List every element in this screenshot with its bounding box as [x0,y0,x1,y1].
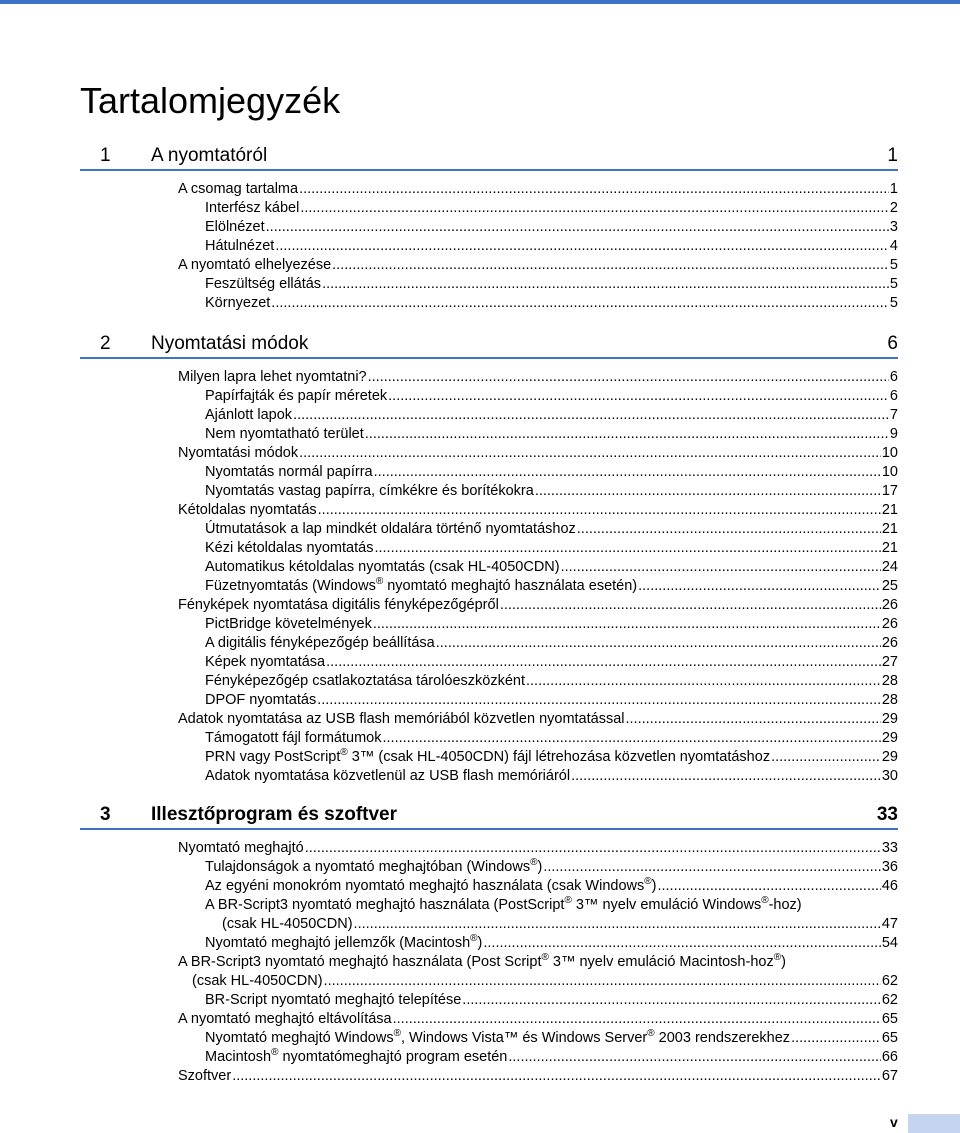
toc-entry[interactable]: DPOF nyomtatás ..... 28 [205,691,898,710]
toc-entry[interactable]: Nyomtatási módok ..... 10 [178,444,898,463]
toc-entry-line1[interactable]: A BR-Script3 nyomtató meghajtó használata (PostScript® 3™ nyelv emuláció Windows®-hoz) [205,895,802,913]
chapter-title: Nyomtatási módok [151,333,309,354]
toc-entry[interactable]: Fényképezőgép csatlakoztatása tárolóeszközként ..... 28 [205,672,898,691]
footer-tab [908,1114,960,1133]
chapter-2-heading[interactable] [80,331,898,359]
toc-entry[interactable]: PRN vagy PostScript® 3™ (csak HL-4050CDN) fájl létrehozása közvetlen nyomtatáshoz ..... 29 [205,748,898,767]
toc-entry[interactable]: Macintosh® nyomtatómeghajtó program esetén ..... 66 [205,1048,898,1067]
toc-entry[interactable]: Hátulnézet ..... 4 [205,237,898,256]
toc-entry[interactable]: Útmutatások a lap mindkét oldalára történő nyomtatáshoz ..... 21 [205,520,898,539]
toc-entry[interactable]: Tulajdonságok a nyomtató meghajtóban (Windows®) ..... 36 [205,858,898,877]
toc-entry[interactable]: A digitális fényképezőgép beállítása ..... 26 [205,634,898,653]
toc-entry[interactable]: Füzetnyomtatás (Windows® nyomtató meghajtó használata esetén) ..... 25 [205,577,898,596]
toc-entry[interactable]: PictBridge követelmények ..... 26 [205,615,898,634]
toc-entry[interactable]: A nyomtató elhelyezése ..... 5 [178,256,898,275]
chapter-page: 1 [887,145,898,166]
toc-entry-line1[interactable]: A BR-Script3 nyomtató meghajtó használata (Post Script® 3™ nyelv emuláció Macintosh-hoz®) [178,952,786,970]
chapter-number: 3 [100,804,111,825]
toc-entry[interactable]: Nyomtatás normál papírra ..... 10 [205,463,898,482]
toc-entry[interactable]: (csak HL-4050CDN) ..... 62 [192,972,898,991]
toc-entry[interactable]: Adatok nyomtatása az USB flash memóriából közvetlen nyomtatással ..... 29 [178,710,898,729]
chapter-title: Illesztőprogram és szoftver [151,804,398,825]
toc-entry[interactable]: Támogatott fájl formátumok ..... 29 [205,729,898,748]
toc-entry[interactable]: A nyomtató meghajtó eltávolítása ..... 65 [178,1010,898,1029]
toc-entry[interactable]: Nyomtatás vastag papírra, címkékre és borítékokra ..... 17 [205,482,898,501]
toc-entry[interactable]: Nyomtató meghajtó jellemzők (Macintosh®) ..... 54 [205,934,898,953]
toc-entry[interactable]: Milyen lapra lehet nyomtatni? ..... 6 [178,368,898,387]
toc-entry[interactable]: Az egyéni monokróm nyomtató meghajtó használata (csak Windows®) ..... 46 [205,877,898,896]
chapter-1-heading[interactable] [80,143,898,171]
toc-entry[interactable]: Környezet ..... 5 [205,294,898,313]
chapter-3-heading[interactable] [80,802,898,830]
toc-entry[interactable]: Adatok nyomtatása közvetlenül az USB flash memóriáról ..... 30 [205,767,898,786]
toc-entry[interactable]: A csomag tartalma ..... 1 [178,180,898,199]
toc-entry[interactable]: Papírfajták és papír méretek ..... 6 [205,387,898,406]
toc-entry[interactable]: Nyomtató meghajtó ..... 33 [178,839,898,858]
top-rule [0,0,960,4]
chapter-page: 6 [887,333,898,354]
toc-entry[interactable]: Szoftver ..... 67 [178,1067,898,1086]
chapter-page: 33 [876,804,898,825]
chapter-number: 2 [100,333,111,354]
toc-entry[interactable]: Feszültség ellátás ..... 5 [205,275,898,294]
toc-entry[interactable]: BR-Script nyomtató meghajtó telepítése ..... 62 [205,991,898,1010]
toc-entry[interactable]: Automatikus kétoldalas nyomtatás (csak HL-4050CDN) ..... 24 [205,558,898,577]
chapter-number: 1 [100,145,111,166]
toc-entry[interactable]: Nyomtató meghajtó Windows®, Windows Vista™ és Windows Server® 2003 rendszerekhez ..... 65 [205,1029,898,1048]
toc-entry[interactable]: Kézi kétoldalas nyomtatás ..... 21 [205,539,898,558]
toc-entry[interactable]: Kétoldalas nyomtatás ..... 21 [178,501,898,520]
toc-entry[interactable]: Képek nyomtatása ..... 27 [205,653,898,672]
chapter-title: A nyomtatóról [151,145,268,166]
page-title: Tartalomjegyzék [80,80,341,121]
toc-entry[interactable]: (csak HL-4050CDN) ..... 47 [222,915,898,934]
toc-entry[interactable]: Interfész kábel ..... 2 [205,199,898,218]
page-number: v [890,1114,898,1130]
toc-entry[interactable]: Ajánlott lapok ..... 7 [205,406,898,425]
toc-entry[interactable]: Elölnézet ..... 3 [205,218,898,237]
toc-entry[interactable]: Nem nyomtatható terület ..... 9 [205,425,898,444]
toc-entry[interactable]: Fényképek nyomtatása digitális fényképezőgépről ..... 26 [178,596,898,615]
